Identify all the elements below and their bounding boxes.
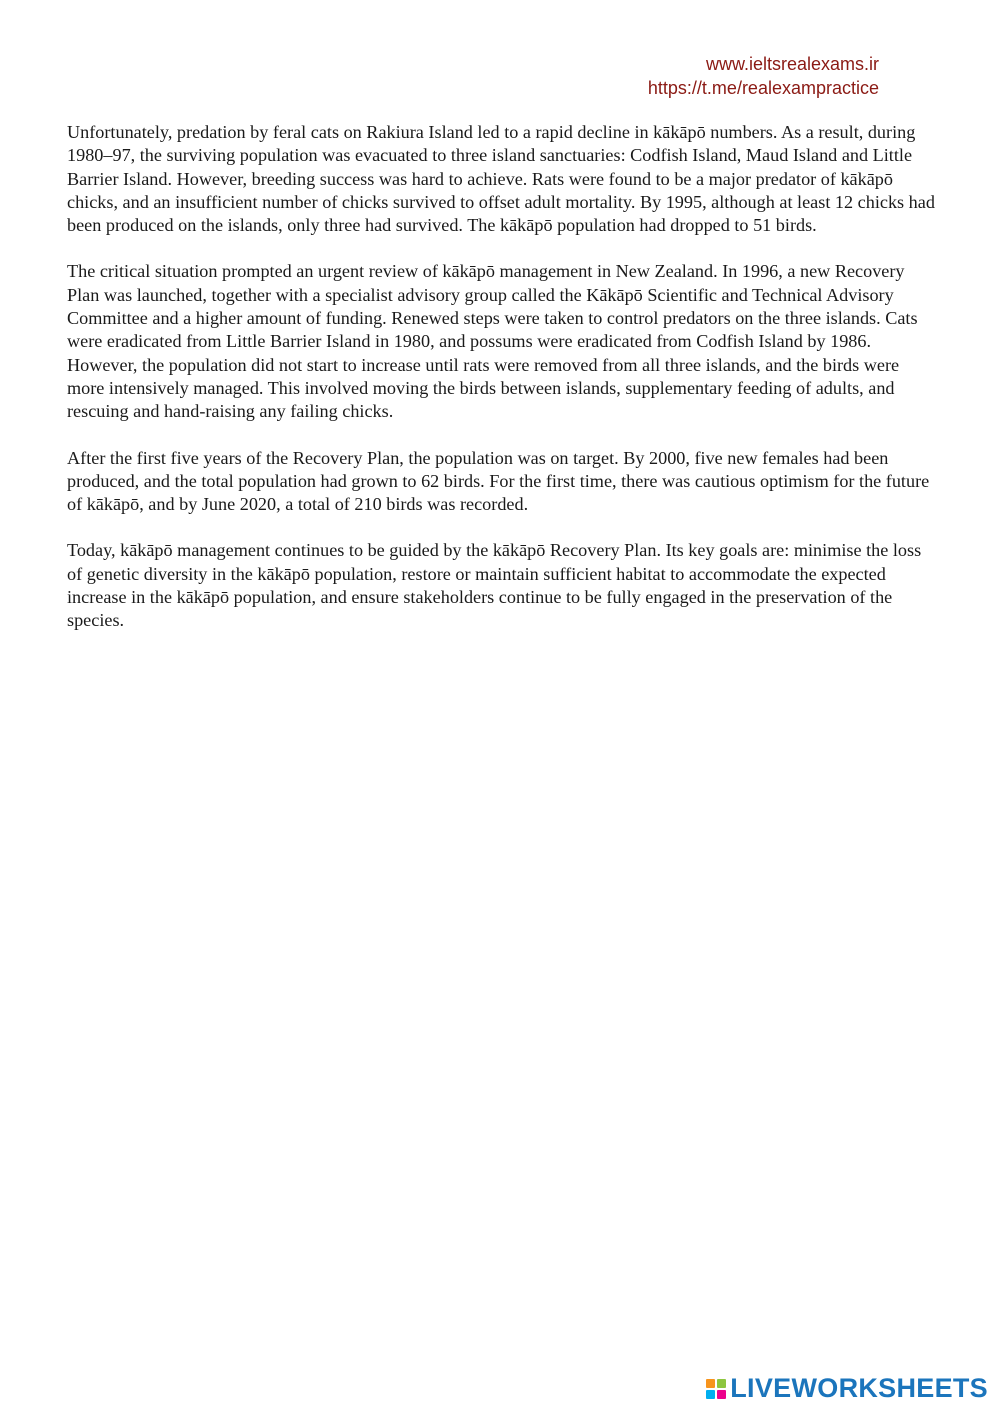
logo-square	[717, 1390, 726, 1399]
logo-square	[706, 1379, 715, 1388]
paragraph: Today, kākāpō management continues to be guided by the kākāpō Recovery Plan. Its key goals are: minimise the loss of genetic diversity in the kākāpō population, restore or maintain sufficient habitat to accommodate the expected increase in the kākāpō population, and ensure stakeholders continue to be fully engaged in the preservation of the species.	[67, 540, 922, 631]
logo-square	[717, 1379, 726, 1388]
logo-square	[706, 1390, 715, 1399]
passage-text	[67, 121, 939, 656]
liveworksheets-logo-icon	[706, 1379, 726, 1399]
site-url-link[interactable]: www.ieltsrealexams.ir	[705, 54, 879, 74]
paragraph: Unfortunately, predation by feral cats on Rakiura Island led to a rapid decline in kākāpō numbers. As a result, during 1980–97, the surviving population was evacuated to three island sanctuaries: Codfish Island, Maud Island and Little Barrier Island. However, breeding success was hard to achieve. Rats were found to be a major predator of kākāpō chicks, and an insufficient number of chicks survived to offset adult mortality. By 1995, although at least 12 chicks had been produced on the islands, only three had survived. The kākāpō population had dropped to 51 birds.	[67, 122, 935, 236]
telegram-url-link[interactable]: https://t.me/realexampractice	[647, 78, 879, 98]
liveworksheets-logo	[706, 1373, 988, 1404]
logo-text: LIVEWORKSHEETS	[730, 1373, 988, 1403]
page-header	[648, 52, 879, 100]
paragraph: After the first five years of the Recovery Plan, the population was on target. By 2000, five new females had been produced, and the total population had grown to 62 birds. For the first time, there was cautious optimism for the future of kākāpō, and by June 2020, a total of 210 birds was recorded.	[67, 447, 930, 515]
paragraph: The critical situation prompted an urgent review of kākāpō management in New Zealand. In 1996, a new Recovery Plan was launched, together with a specialist advisory group called the Kākāpō Scientific and Technical Advisory Committee and a higher amount of funding. Renewed steps were taken to control predators on the three islands. Cats were eradicated from Little Barrier Island in 1980, and possums were eradicated from Codfish Island by 1986. However, the population did not start to increase until rats were removed from all three islands, and the birds were more intensively managed. This involved moving the birds between islands, supplementary feeding of adults, and rescuing and hand-raising any failing chicks.	[67, 261, 918, 422]
